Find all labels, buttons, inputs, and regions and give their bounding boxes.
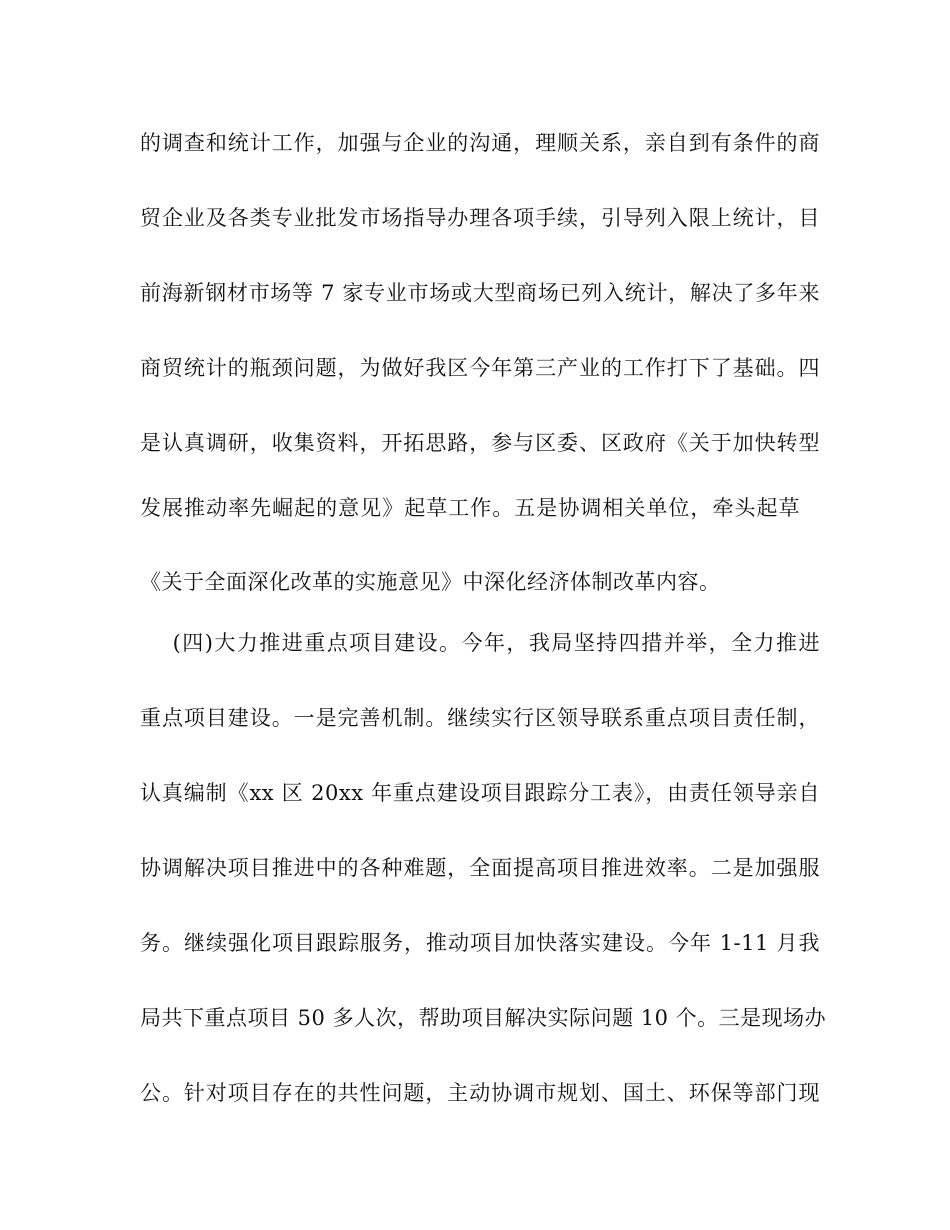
- paragraph-line: 商贸统计的瓶颈问题，为做好我区今年第三产业的工作打下了基础。四: [140, 356, 820, 380]
- paragraph-line: 务。继续强化项目跟踪服务，推动项目加快落实建设。今年 1-11 月我: [140, 931, 820, 955]
- paragraph-line: 发展推动率先崛起的意见》起草工作。五是协调相关单位，牵头起草: [140, 496, 800, 520]
- paragraph-line: 协调解决项目推进中的各种难题，全面提高项目推进效率。二是加强服: [140, 856, 820, 880]
- paragraph-line: 是认真调研，收集资料，开拓思路，参与区委、区政府《关于加快转型: [140, 431, 820, 455]
- paragraph-line: 重点项目建设。一是完善机制。继续实行区领导联系重点项目责任制，: [140, 706, 820, 730]
- paragraph-line: 局共下重点项目 50 多人次，帮助项目解决实际问题 10 个。三是现场办: [140, 1006, 827, 1030]
- paragraph-line: 前海新钢材市场等 7 家专业市场或大型商场已列入统计，解决了多年来: [140, 281, 820, 305]
- paragraph-line: 公。针对项目存在的共性问题，主动协调市规划、国土、环保等部门现: [140, 1081, 820, 1105]
- paragraph-line: 贸企业及各类专业批发市场指导办理各项手续，引导列入限上统计，目: [140, 206, 820, 230]
- paragraph-line-indented: (四)大力推进重点项目建设。今年，我局坚持四措并举，全力推进: [140, 631, 820, 655]
- paragraph-line: 认真编制《xx 区 20xx 年重点建设项目跟踪分工表》，由责任领导亲自: [140, 781, 820, 805]
- paragraph-line: 的调查和统计工作，加强与企业的沟通，理顺关系，亲自到有条件的商: [140, 131, 820, 155]
- paragraph-line: 《关于全面深化改革的实施意见》中深化经济体制改革内容。: [140, 570, 721, 594]
